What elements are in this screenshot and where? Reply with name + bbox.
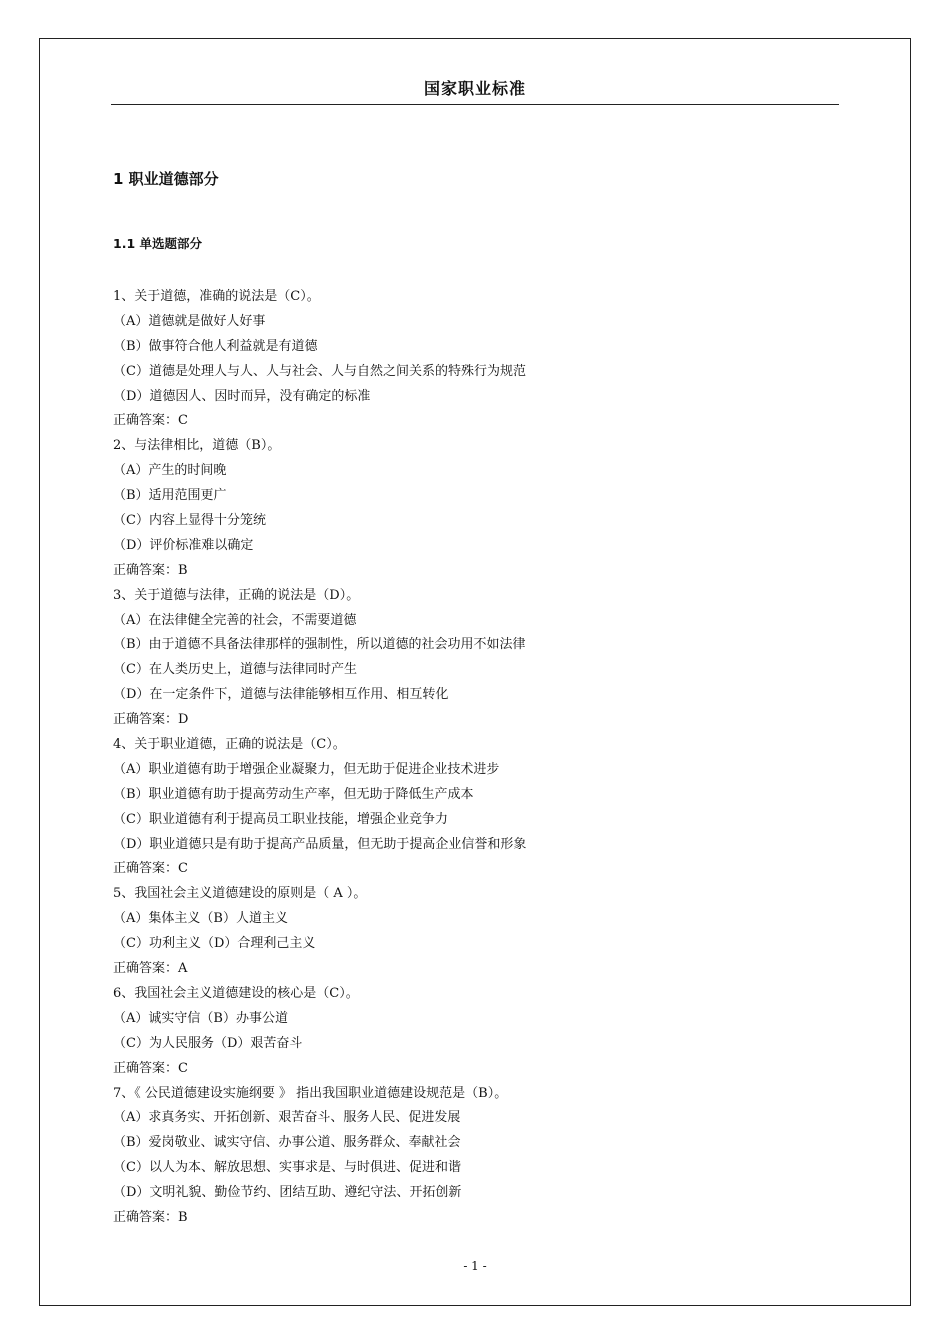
option-line: （D）在一定条件下，道德与法律能够相互作用、相互转化 bbox=[113, 687, 449, 703]
option-line: （C）职业道德有利于提高员工职业技能，增强企业竞争力 bbox=[113, 811, 448, 827]
answer-line: 正确答案：B bbox=[113, 1209, 188, 1225]
option-line: （A）道德就是做好人好事 bbox=[113, 313, 266, 329]
option-line: （C）道德是处理人与人、人与社会、人与自然之间关系的特殊行为规范 bbox=[113, 363, 526, 379]
option-line: （C）内容上显得十分笼统 bbox=[113, 513, 266, 529]
answer-line: 正确答案：C bbox=[113, 413, 188, 429]
option-line: （D）道德因人、因时而异，没有确定的标准 bbox=[113, 388, 371, 404]
option-line: （A）集体主义（B）人道主义 bbox=[113, 911, 288, 927]
option-line: （B）爱岗敬业、诚实守信、办事公道、服务群众、奉献社会 bbox=[113, 1135, 461, 1151]
option-line: （B）职业道德有助于提高劳动生产率，但无助于降低生产成本 bbox=[113, 786, 474, 802]
option-line: （B）适用范围更广 bbox=[113, 488, 227, 504]
option-line: （A）诚实守信（B）办事公道 bbox=[113, 1010, 288, 1026]
question-list bbox=[113, 285, 813, 1231]
option-line: （A）求真务实、开拓创新、艰苦奋斗、服务人民、促进发展 bbox=[113, 1110, 461, 1126]
option-line: （A）产生的时间晚 bbox=[113, 463, 227, 479]
page-header-title: 国家职业标准 bbox=[423, 79, 526, 98]
question-line: 3、关于道德与法律，正确的说法是（D）。 bbox=[113, 587, 360, 603]
option-line: （D）文明礼貌、勤俭节约、团结互助、遵纪守法、开拓创新 bbox=[113, 1185, 462, 1201]
answer-line: 正确答案：C bbox=[113, 1060, 188, 1076]
header-divider bbox=[111, 104, 839, 105]
option-line: （A）职业道德有助于增强企业凝聚力，但无助于促进企业技术进步 bbox=[113, 761, 500, 777]
option-line: （D）职业道德只是有助于提高产品质量，但无助于提高企业信誉和形象 bbox=[113, 836, 527, 852]
answer-line: 正确答案：D bbox=[113, 712, 189, 728]
page-number: - 1 - bbox=[463, 1259, 487, 1273]
option-line: （C）为人民服务（D）艰苦奋斗 bbox=[113, 1035, 303, 1051]
question-line: 4、关于职业道德，正确的说法是（C）。 bbox=[113, 737, 346, 753]
section-heading: 1 职业道德部分 bbox=[113, 170, 219, 188]
option-line: （A）在法律健全完善的社会，不需要道德 bbox=[113, 612, 357, 628]
option-line: （D）评价标准难以确定 bbox=[113, 537, 254, 553]
option-line: （C）在人类历史上，道德与法律同时产生 bbox=[113, 662, 357, 678]
subsection-heading: 1.1 单选题部分 bbox=[113, 236, 202, 251]
option-line: （B）由于道德不具备法律那样的强制性，所以道德的社会功用不如法律 bbox=[113, 637, 526, 653]
option-line: （B）做事符合他人利益就是有道德 bbox=[113, 338, 318, 354]
question-line: 7、《 公民道德建设实施纲要 》 指出我国职业道德建设规范是（B）。 bbox=[113, 1085, 508, 1101]
question-line: 2、与法律相比，道德（B）。 bbox=[113, 438, 281, 454]
question-line: 6、我国社会主义道德建设的核心是（C）。 bbox=[113, 985, 359, 1001]
option-line: （C）功利主义（D）合理利己主义 bbox=[113, 936, 316, 952]
answer-line: 正确答案：C bbox=[113, 861, 188, 877]
answer-line: 正确答案：B bbox=[113, 562, 188, 578]
question-line: 1、关于道德，准确的说法是（C）。 bbox=[113, 289, 320, 304]
answer-line: 正确答案：A bbox=[113, 961, 188, 977]
option-line: （C）以人为本、解放思想、实事求是、与时俱进、促进和谐 bbox=[113, 1160, 461, 1176]
question-line: 5、我国社会主义道德建设的原则是（ A ）。 bbox=[113, 886, 367, 902]
